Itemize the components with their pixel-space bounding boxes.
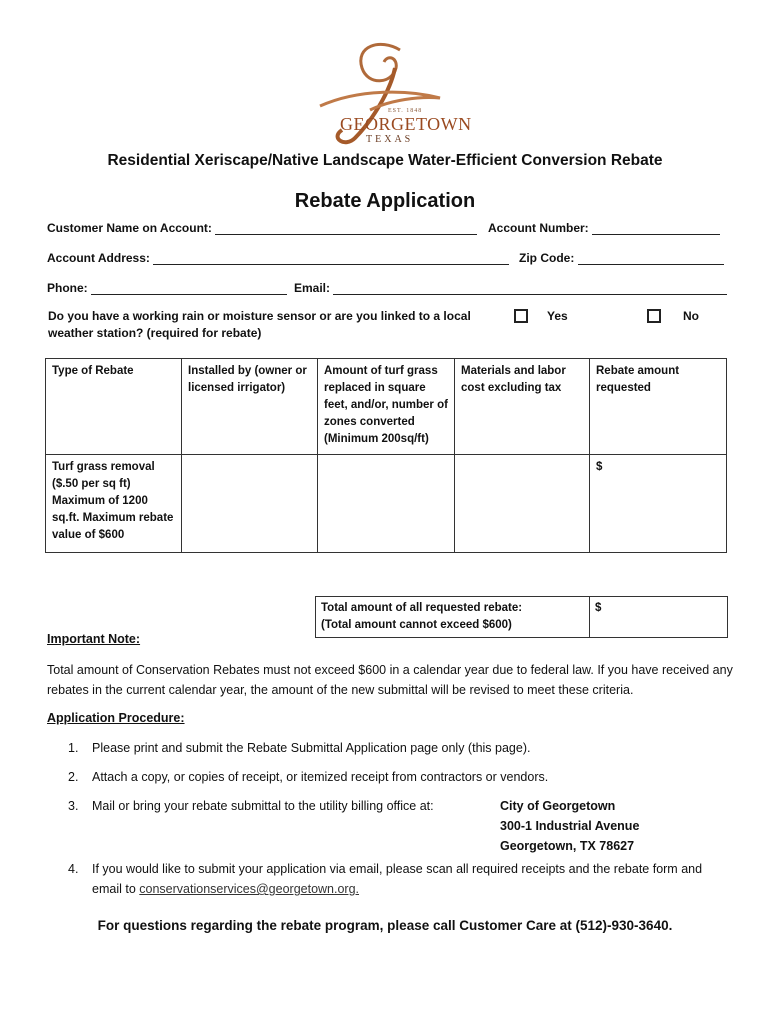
logo-state: TEXAS [366,134,414,145]
no-label: No [683,309,699,323]
item-number: 4. [68,862,79,876]
turf-amount-input[interactable] [318,455,455,553]
dollar-sign: $ [596,461,603,473]
logo-established: EST. 1848 [388,108,423,114]
item-number: 1. [68,741,79,755]
zip-code-field[interactable] [578,252,724,265]
email-row [294,281,727,295]
email-link[interactable]: conservationservices@georgetown.org. [139,882,360,896]
phone-field[interactable] [91,282,287,295]
rebate-table [45,358,727,553]
list-item [68,859,758,899]
account-address-row [47,251,509,265]
procedure-heading: Application Procedure: [47,711,185,725]
item-text: Mail or bring your rebate submittal to the utility billing office at: [92,799,434,813]
footer-contact: For questions regarding the rebate program, please call Customer Care at (512)-930-3640. [97,918,673,933]
total-dollar-sign: $ [595,602,602,614]
list-item [68,767,748,787]
header-materials-cost: Materials and labor cost excluding tax [455,359,590,455]
account-address-label: Account Address: [47,251,150,265]
document-subtitle: Rebate Application [294,190,476,212]
item-number: 3. [68,799,79,813]
item-text: Please print and submit the Rebate Submittal Application page only (this page). [92,741,531,755]
rebate-amount-input[interactable] [590,455,727,553]
header-amount-turf: Amount of turf grass replaced in square feet, and/or, number of zones converted (Minimum 200sq/ft) [318,359,455,455]
customer-name-label: Customer Name on Account: [47,221,212,235]
installed-by-input[interactable] [182,455,318,553]
account-number-row [488,221,720,235]
item-number: 2. [68,770,79,784]
total-table [315,596,728,638]
no-checkbox[interactable] [647,309,661,323]
materials-cost-input[interactable] [455,455,590,553]
georgetown-logo [300,38,480,148]
item-text: If you would like to submit your application via email, please scan all required receipts and the rebate form and [92,862,703,876]
important-note-text: Total amount of Conservation Rebates must not exceed $600 in a calendar year due to federal law. If you have received any rebates in the current calendar year, the amount of the new submittal will be revised to meet these criteria. [47,663,733,697]
account-number-label: Account Number: [488,221,589,235]
zip-code-row [519,251,724,265]
yes-checkbox[interactable] [514,309,528,323]
total-sublabel: (Total amount cannot exceed $600) [321,619,512,631]
mailing-address [500,796,639,856]
header-type-of-rebate: Type of Rebate [46,359,182,455]
list-item [68,796,488,816]
sensor-question: Do you have a working rain or moisture sensor or are you linked to a local weather station? (required for rebate) [48,309,471,340]
yes-label: Yes [547,309,568,323]
phone-label: Phone: [47,281,88,295]
total-label: Total amount of all requested rebate: [321,602,523,614]
address-line: 300-1 Industrial Avenue [500,819,640,833]
item-text-line2 [92,879,752,899]
turf-grass-removal-cell: Turf grass removal ($.50 per sq ft) Maximum of 1200 sq.ft. Maximum rebate value of $600 [46,455,182,553]
zip-code-label: Zip Code: [519,251,575,265]
important-note-heading: Important Note: [47,632,141,646]
logo-city: GEORGETOWN [340,114,472,134]
address-line: Georgetown, TX 78627 [500,839,635,853]
phone-row [47,281,287,295]
customer-name-row [47,221,477,235]
account-address-field[interactable] [153,252,509,265]
table-row [46,455,727,553]
item-text: Attach a copy, or copies of receipt, or itemized receipt from contractors or vendors. [92,770,549,784]
item-text-block [92,859,752,899]
list-item [68,738,748,758]
item-text-email-prefix: email to [92,882,136,896]
table-header-row [46,359,727,455]
total-label-cell [316,597,590,638]
header-rebate-amount: Rebate amount requested [590,359,727,455]
account-number-field[interactable] [592,222,720,235]
total-amount-input[interactable] [590,597,728,638]
header-installed-by: Installed by (owner or licensed irrigator) [182,359,318,455]
customer-name-field[interactable] [215,222,477,235]
address-line: City of Georgetown [500,799,616,813]
email-label: Email: [294,281,331,295]
document-title: Residential Xeriscape/Native Landscape Water-Efficient Conversion Rebate [107,152,663,169]
email-field[interactable] [333,282,727,295]
